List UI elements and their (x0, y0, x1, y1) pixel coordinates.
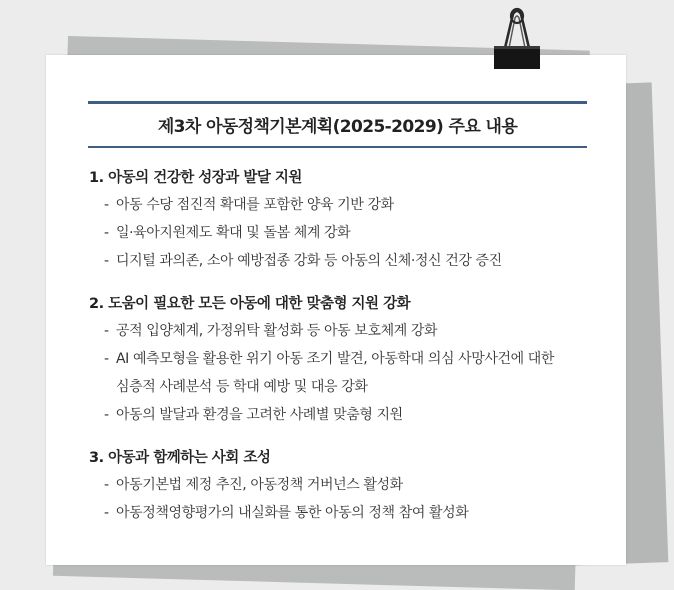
binder-clip-icon (491, 6, 543, 70)
list-item: - 일·육아지원제도 확대 및 돌봄 체계 강화 (104, 225, 351, 241)
section-1-heading: 1. 아동의 건강한 성장과 발달 지원 (89, 170, 302, 186)
list-item-continuation: 심층적 사례분석 등 학대 예방 및 대응 강화 (116, 379, 368, 395)
section-2-heading: 2. 도움이 필요한 모든 아동에 대한 맞춤형 지원 강화 (89, 296, 411, 312)
list-item: - 공적 입양체계, 가정위탁 활성화 등 아동 보호체계 강화 (104, 323, 438, 339)
list-item: - 아동기본법 제정 추진, 아동정책 거버넌스 활성화 (104, 477, 403, 493)
list-item: - 아동 수당 점진적 확대를 포함한 양육 기반 강화 (104, 197, 394, 213)
bullet-dash: - (104, 253, 109, 269)
bullet-dash: - (104, 407, 109, 423)
title-rule-bottom (88, 146, 587, 148)
bullet-dash: - (104, 351, 109, 367)
list-item: - AI 예측모형을 활용한 위기 아동 조기 발견, 아동학대 의심 사망사건에 대한 (104, 351, 555, 367)
list-item: - 아동정책영향평가의 내실화를 통한 아동의 정책 참여 활성화 (104, 505, 469, 521)
document-title: 제3차 아동정책기본계획(2025-2029) 주요 내용 (157, 117, 518, 137)
section-3-heading: 3. 아동과 함께하는 사회 조성 (89, 450, 271, 466)
list-item: - 아동의 발달과 환경을 고려한 사례별 맞춤형 지원 (104, 407, 403, 423)
list-item: - 디지털 과의존, 소아 예방접종 강화 등 아동의 신체·정신 건강 증진 (104, 253, 502, 269)
bullet-dash: - (104, 505, 109, 521)
bullet-dash: - (104, 477, 109, 493)
bullet-dash: - (104, 225, 109, 241)
bullet-dash: - (104, 197, 109, 213)
bullet-dash: - (104, 323, 109, 339)
